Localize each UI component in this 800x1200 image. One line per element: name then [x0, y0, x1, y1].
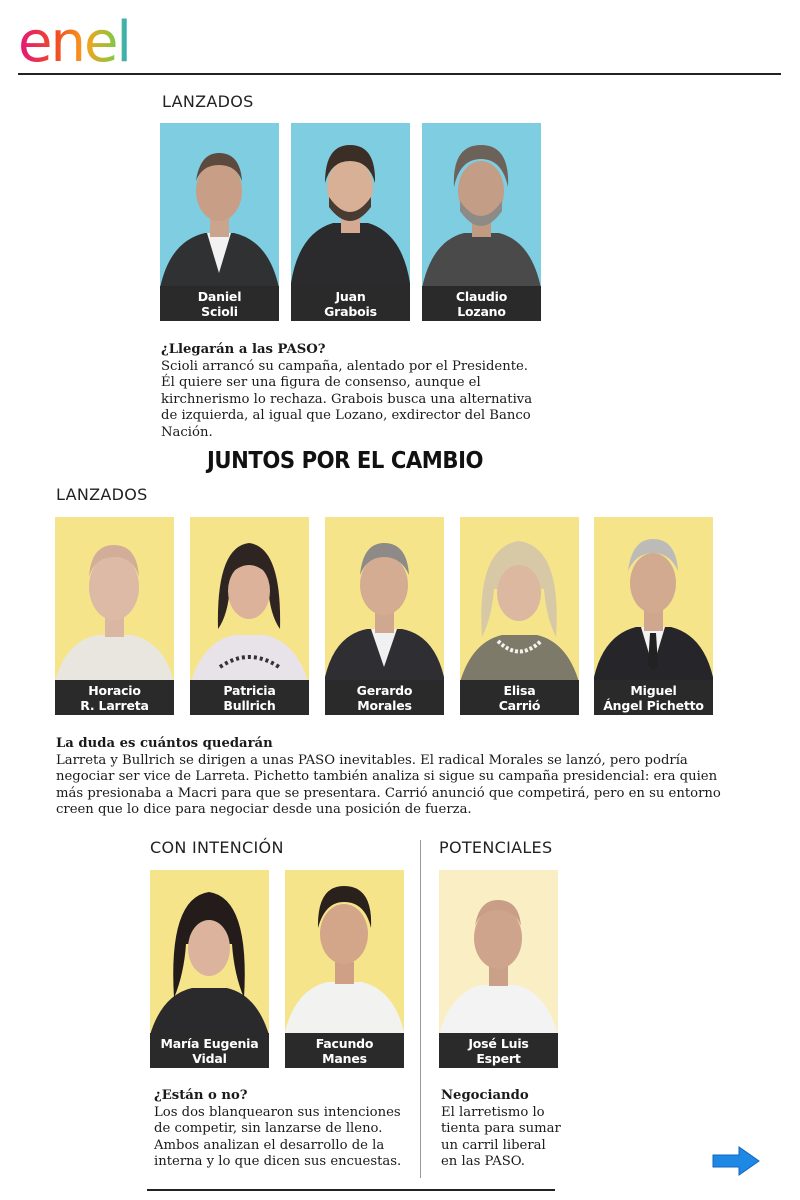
candidate-last-name: Bullrich	[223, 697, 276, 713]
text-body: Scioli arrancó su campaña, alentado por el Presidente. Él quiere ser una figura de consenso, aunque el kirchnerismo lo rechaza. Grabois busca una alternativa de izquierda, al igual que Lozano, exdirector del Banco Nación.	[161, 358, 533, 440]
logo-text: enel	[18, 10, 130, 68]
text-lead: Negociando	[441, 1088, 529, 1103]
candidate-first-name: Miguel	[630, 682, 677, 698]
section-label-con-intencion: CON INTENCIÓN	[150, 838, 284, 857]
juntos-section-text	[56, 736, 724, 819]
text-body: El larretismo lo tienta para sumar un carril liberal en las PASO.	[441, 1104, 561, 1169]
nameplate	[325, 680, 444, 715]
nameplate	[422, 286, 541, 321]
candidate-first-name: Gerardo	[356, 682, 413, 698]
candidate-card-vidal	[150, 870, 269, 1068]
candidate-first-name: Juan	[335, 288, 366, 304]
candidate-card-lozano	[422, 123, 541, 321]
candidate-first-name: Daniel	[197, 288, 242, 304]
nameplate	[291, 286, 410, 321]
candidate-first-name: María Eugenia	[160, 1035, 259, 1051]
nameplate	[150, 1033, 269, 1068]
candidate-card-pichetto	[594, 517, 713, 715]
section-label-lanzados-juntos: LANZADOS	[56, 485, 148, 504]
candidate-card-scioli	[160, 123, 279, 321]
enel-logo	[18, 6, 183, 68]
nameplate	[439, 1033, 558, 1068]
text-body: Larreta y Bullrich se dirigen a unas PASO inevitables. El radical Morales se lanzó, pero podría negociar ser vice de Larreta. Pichetto también analiza si sigue su campaña presidencial: era quien más presionaba a Macri para que se presentara. Carrió anunció que competirá, pero en su entorno creen que lo dice para negociar desde una posición de fuerza.	[56, 752, 721, 817]
candidate-card-larreta	[55, 517, 174, 715]
candidate-card-bullrich	[190, 517, 309, 715]
candidate-first-name: Facundo	[315, 1035, 374, 1051]
candidate-last-name: Espert	[476, 1050, 521, 1066]
section-label-potenciales: POTENCIALES	[439, 838, 553, 857]
bottom-rule	[147, 1189, 555, 1191]
text-lead: ¿Llegarán a las PASO?	[161, 342, 326, 357]
nameplate	[285, 1033, 404, 1068]
nameplate	[55, 680, 174, 715]
candidate-first-name: Elisa	[503, 682, 536, 698]
candidate-last-name: Carrió	[498, 697, 541, 713]
candidate-last-name: Ángel Pichetto	[603, 697, 704, 713]
candidate-last-name: Morales	[357, 697, 412, 713]
text-lead: ¿Están o no?	[154, 1088, 248, 1103]
candidate-last-name: Lozano	[457, 303, 506, 319]
candidate-last-name: Vidal	[192, 1050, 227, 1066]
nameplate	[160, 286, 279, 321]
candidate-last-name: R. Larreta	[80, 697, 149, 713]
candidate-first-name: José Luis	[468, 1035, 529, 1051]
section-title-juntos: JUNTOS POR EL CAMBIO	[207, 448, 484, 474]
candidate-first-name: Patricia	[223, 682, 276, 698]
candidate-card-manes	[285, 870, 404, 1068]
candidate-card-espert	[439, 870, 558, 1068]
nameplate	[190, 680, 309, 715]
text-body: Los dos blanquearon sus intenciones de competir, sin lanzarse de lleno. Ambos analizan el desarrollo de la interna y lo que dicen sus encuestas.	[154, 1104, 402, 1169]
text-lead: La duda es cuántos quedarán	[56, 736, 273, 751]
candidate-last-name: Scioli	[201, 303, 238, 319]
potenciales-text	[441, 1088, 563, 1171]
candidate-card-grabois	[291, 123, 410, 321]
con-intencion-text	[154, 1088, 404, 1171]
candidate-card-morales	[325, 517, 444, 715]
right-arrow-icon[interactable]	[711, 1145, 761, 1177]
candidate-first-name: Claudio	[455, 288, 508, 304]
column-divider	[420, 840, 421, 1178]
header-rule	[18, 73, 781, 75]
candidate-last-name: Manes	[322, 1050, 367, 1066]
section-label-lanzados-top: LANZADOS	[162, 92, 254, 111]
nameplate	[594, 680, 713, 715]
candidate-last-name: Grabois	[324, 303, 377, 319]
top-section-text	[161, 342, 546, 441]
candidate-card-carrio	[460, 517, 579, 715]
candidate-first-name: Horacio	[88, 682, 141, 698]
nameplate	[460, 680, 579, 715]
